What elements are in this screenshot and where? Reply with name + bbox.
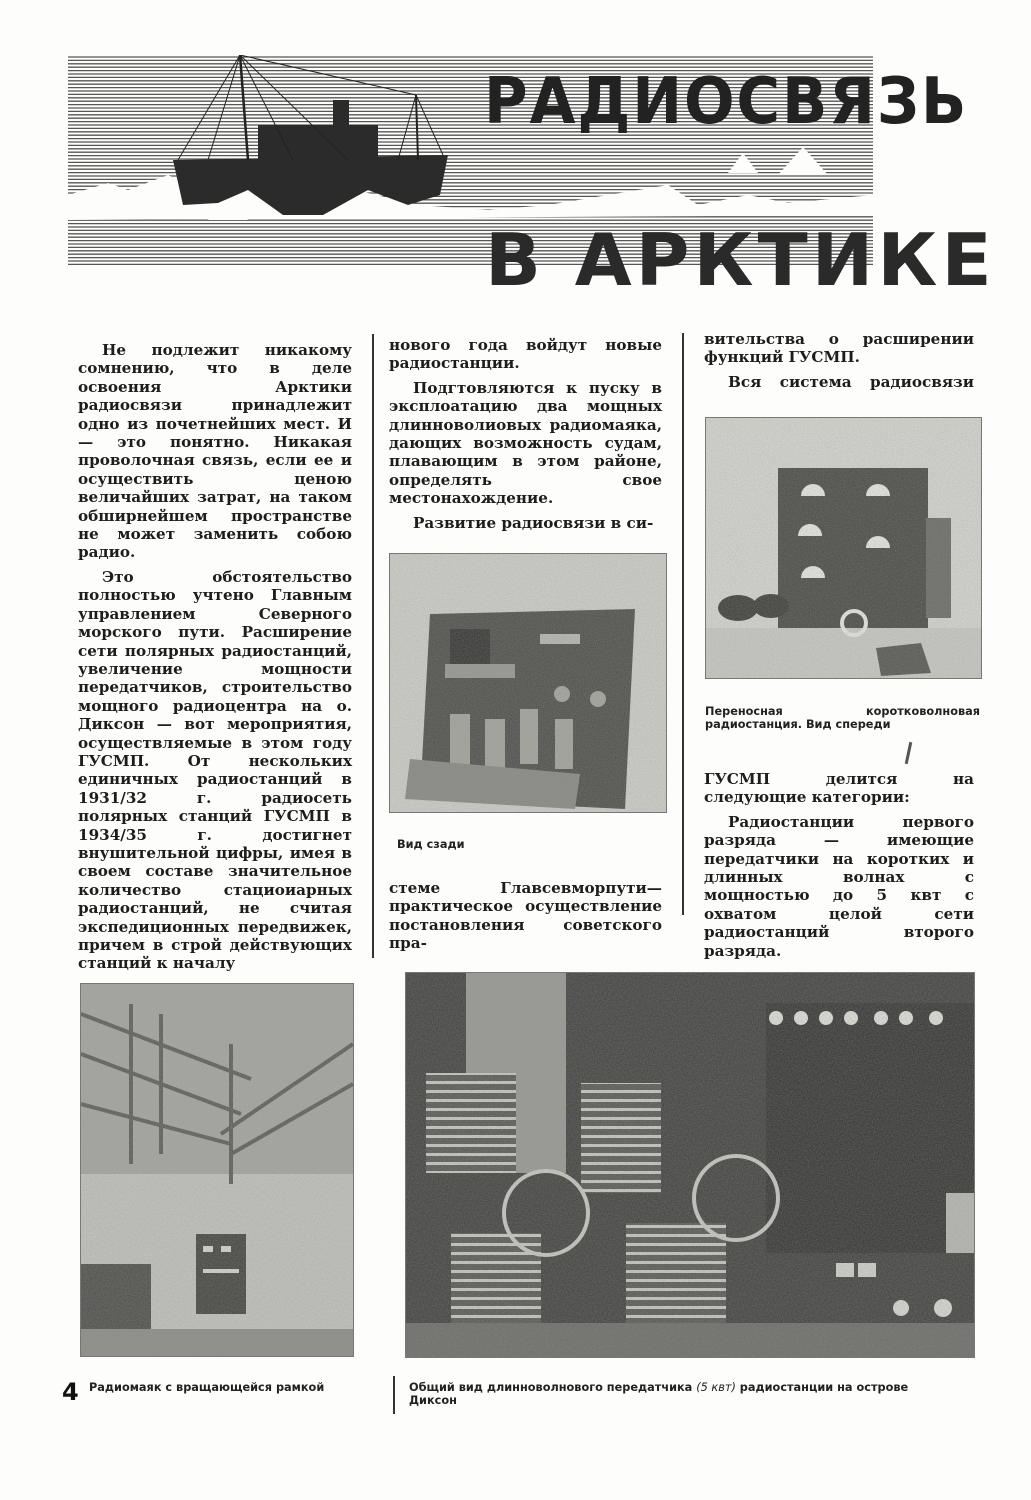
radio-front-illustration [706,418,981,678]
photo-radio-front-view [705,417,982,679]
photo-caption-transmitter [409,1381,949,1407]
paragraph: Не подлежит никакому сомнению, что в деле освоения Арктики радиосвязи принадлежит одно из почетнейших мест. И — это понятно. Никакая проволочная связь, если ее и осуществить ценою величайших затрат, на таком обширнейшем пространстве не может заменить собою радио. [78,341,352,562]
iceberg [778,147,828,175]
paragraph: вительства о расширении функций ГУСМП. [704,330,974,367]
headline-line-2: В АРКТИКЕ [485,218,996,302]
column-divider [372,334,374,958]
photo-long-wave-transmitter [405,972,975,1358]
photo-caption-front-view: Переносная коротковолновая радиостанция. Вид спереди [705,705,980,731]
column-divider [682,333,684,915]
radio-beacon-illustration [81,984,353,1356]
paragraph: Это обстоятельство полностью учтено Главным управлением Северного морского пути. Расширение сети полярных радиостанций, увеличение мощности передатчиков, строительство мощного радиоцентра на о. Диксон — вот мероприятия, осуществляемые в этом году ГУСМП. От нескольких единичных радиостанций в 1931/32 г. радиосеть полярных станций ГУСМП в 1934/35 г. достигнет внушительной цифры, имея в своем составе значительное количество стациоиарных радиостанций, не считая экспедиционных передвижек, причем в строй действующих станций к началу [78,567,352,973]
article-column-3-top [704,330,974,397]
print-mark [905,742,913,764]
photo-caption-back-view: Вид сзади [397,838,465,851]
photo-radio-back-view [389,553,667,813]
article-column-2-bottom [389,879,662,959]
headline-line-1: РАДИОСВЯЗЬ [484,65,969,139]
caption-text: Общий вид длинноволнового передатчика [409,1381,697,1394]
caption-divider [393,1376,395,1414]
transmitter-illustration [406,973,974,1357]
paragraph: Вся система радиосвязи [728,372,974,391]
article-column-1 [78,341,352,979]
paragraph: стеме Главсевморпути—практическое осуществление постановления советского пра- [389,879,662,953]
article-column-3-bottom [704,770,974,966]
paragraph: ГУСМП делится на следующие категории: [704,770,974,807]
paragraph: Радиостанции первого разряда — имеющие передатчики на коротких и длинных волнах с мощностью до 5 квт с охватом целой сети радиостанций второго разряда. [704,812,974,960]
paragraph: нового года войдут новые радиостанции. [389,336,662,373]
photo-radio-beacon [80,983,354,1357]
paragraph: Подгтовляются к пуску в эксплоатацию два мощных длинноволиовых радиомаяка, дающих возможность судам, плавающим в этом районе, определять свое местонахождение. [389,378,662,508]
paragraph: Развитие радиосвязи в си- [413,513,654,532]
radio-back-illustration [390,554,666,812]
caption-text: радиостанции на острове Диксон [409,1381,909,1407]
photo-caption-radio-beacon: Радиомаяк с вращающейся рамкой [89,1381,325,1394]
article-column-2-top [389,336,662,538]
page-number: 4 [62,1378,79,1406]
caption-power-value: (5 квт) [696,1381,736,1394]
